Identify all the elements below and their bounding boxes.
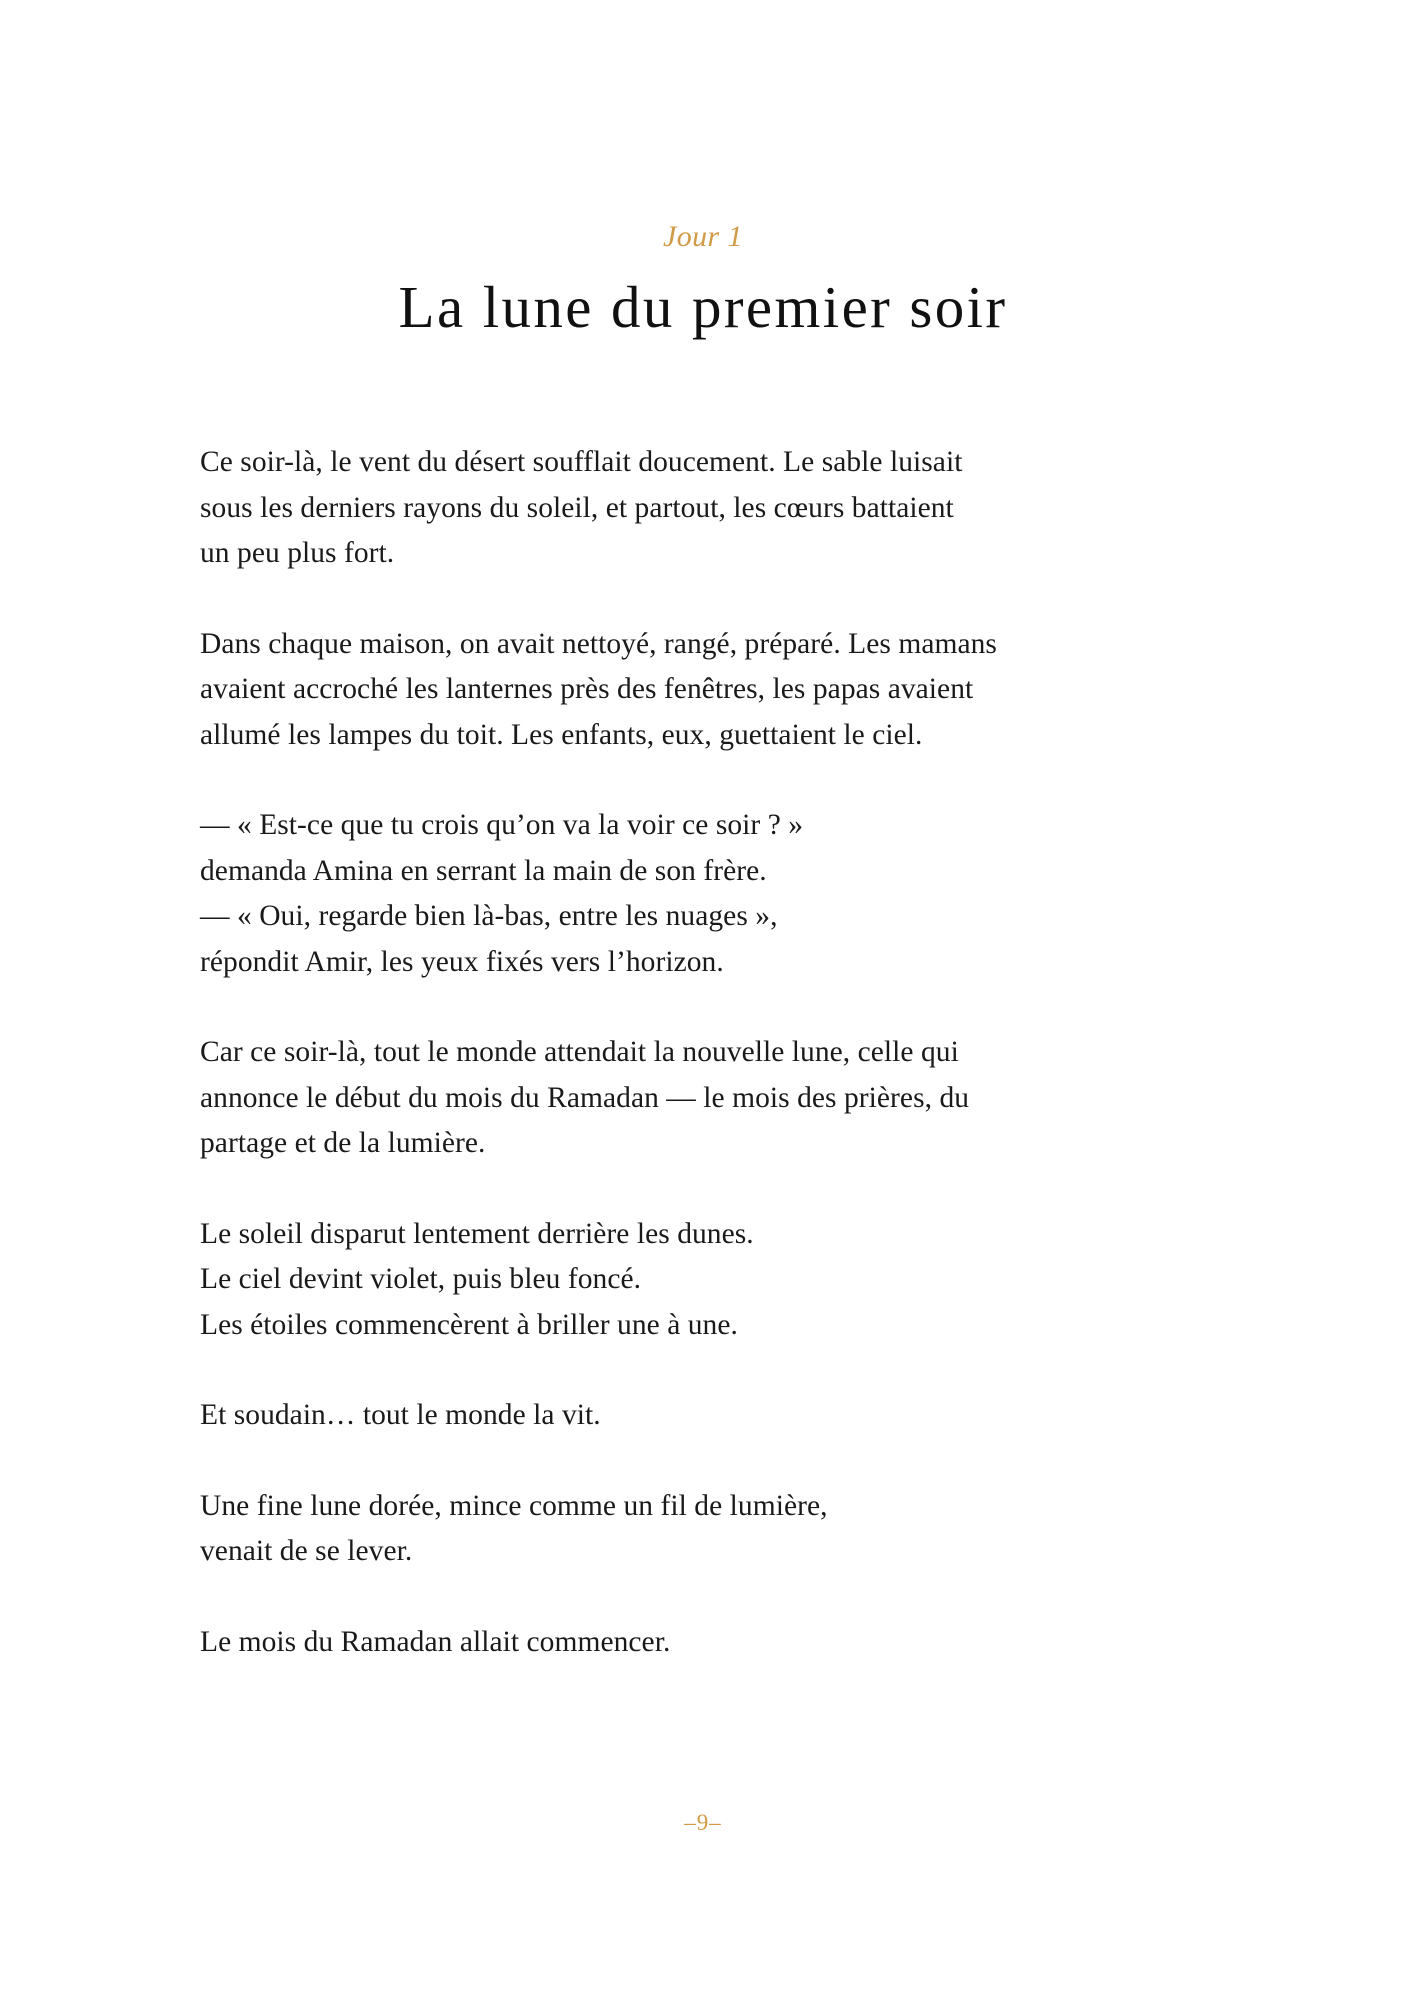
text-line: avaient accroché les lanternes près des fenêtres, les papas avaient bbox=[200, 673, 974, 705]
dialogue-line: — « Est-ce que tu crois qu’on va la voir ce soir ? » bbox=[200, 809, 804, 841]
text-line: Le ciel devint violet, puis bleu foncé. bbox=[200, 1263, 642, 1295]
page-title: La lune du premier soir bbox=[398, 274, 1008, 340]
paragraph-1 bbox=[200, 440, 1200, 577]
text-line: Le mois du Ramadan allait commencer. bbox=[200, 1625, 671, 1658]
paragraph-2 bbox=[200, 622, 1200, 759]
text-line: Dans chaque maison, on avait nettoyé, rangé, préparé. Les mamans bbox=[200, 627, 997, 660]
text-line: annonce le début du mois du Ramadan — le mois des prières, du bbox=[200, 1081, 970, 1114]
story-body bbox=[200, 440, 1200, 1665]
text-line: sous les derniers rayons du soleil, et partout, les cœurs battaient bbox=[200, 491, 954, 524]
text-line: Les étoiles commencèrent à briller une à une. bbox=[200, 1308, 738, 1341]
paragraph-6 bbox=[200, 1393, 1200, 1439]
text-line: Ce soir-là, le vent du désert soufflait doucement. Le sable luisait bbox=[200, 446, 963, 478]
paragraph-3-dialogue bbox=[200, 803, 1200, 985]
paragraph-5 bbox=[200, 1212, 1200, 1349]
text-line: Le soleil disparut lentement derrière les dunes. bbox=[200, 1217, 754, 1250]
text-line: Car ce soir-là, tout le monde attendait la nouvelle lune, celle qui bbox=[200, 1036, 959, 1068]
text-line: Une fine lune dorée, mince comme un fil de lumière, bbox=[200, 1489, 828, 1522]
dialogue-line: — « Oui, regarde bien là-bas, entre les nuages », bbox=[200, 900, 778, 932]
day-label: Jour 1 bbox=[663, 220, 743, 253]
text-line: partage et de la lumière. bbox=[200, 1127, 486, 1159]
paragraph-4 bbox=[200, 1030, 1200, 1167]
dialogue-attribution: demanda Amina en serrant la main de son frère. bbox=[200, 854, 767, 887]
text-line: Et soudain… tout le monde la vit. bbox=[200, 1399, 601, 1431]
text-line: un peu plus fort. bbox=[200, 537, 395, 569]
paragraph-8 bbox=[200, 1620, 1200, 1666]
text-line: allumé les lampes du toit. Les enfants, eux, guettaient le ciel. bbox=[200, 718, 923, 751]
paragraph-7 bbox=[200, 1484, 1200, 1575]
dialogue-attribution: répondit Amir, les yeux fixés vers l’horizon. bbox=[200, 945, 724, 978]
chapter-header bbox=[0, 0, 1406, 340]
text-line: venait de se lever. bbox=[200, 1535, 413, 1567]
page-number: –9– bbox=[684, 1810, 722, 1835]
